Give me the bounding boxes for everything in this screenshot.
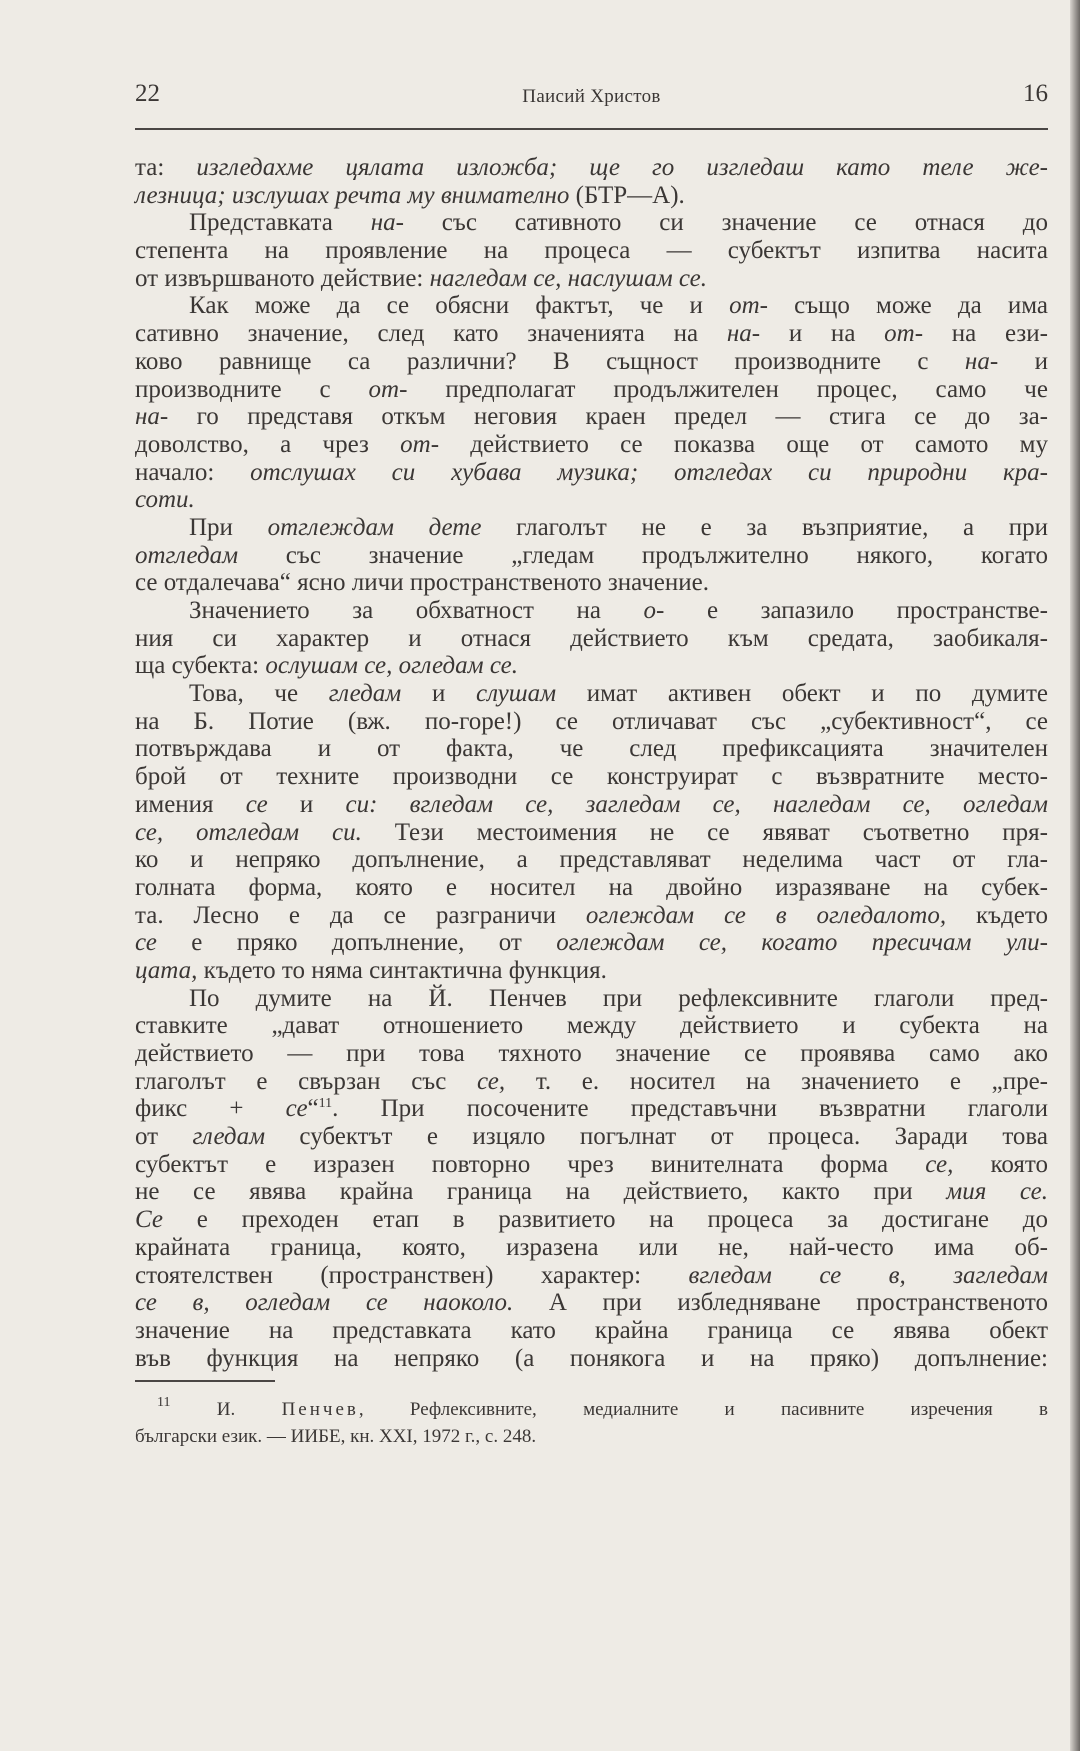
footnote-author-initial: И.: [216, 1399, 236, 1420]
text-run: начало:: [135, 458, 251, 486]
text-line: [135, 237, 1048, 265]
italic-example: слушам: [476, 680, 557, 708]
text-run: т. е. носител на значението е „пре-: [505, 1067, 1048, 1095]
footnote-rule: [135, 1380, 275, 1382]
text-run: крайната граница, която, изразена или не, най-често има об-: [135, 1233, 1048, 1261]
italic-example: оглеждам се, когато пресичам ули-: [556, 929, 1048, 957]
text-run: и: [998, 347, 1048, 375]
italic-example: отглеждам дете: [267, 513, 482, 541]
italic-example: от-: [400, 430, 440, 458]
text-line: [135, 542, 1048, 570]
text-run: от: [135, 1123, 193, 1151]
italic-example: се, отгледам си.: [135, 818, 362, 846]
italic-example: се: [135, 929, 157, 957]
text-run: също може да има: [767, 292, 1049, 320]
signature-number: 16: [1023, 80, 1048, 107]
italic-example: се,: [477, 1067, 506, 1095]
text-line: [135, 182, 1048, 210]
italic-example: на-: [726, 320, 761, 348]
italic-example: Се: [135, 1206, 163, 1234]
text-run: степента на проявление на процеса — субектът изпитва насита: [135, 237, 1048, 265]
text-run: действието — при това тяхното значение се проявява само ако: [135, 1040, 1048, 1067]
text-run: предполагат продължителен процес, само че: [407, 375, 1048, 403]
text-run: глаголът не е за възприятие, а при: [481, 513, 1048, 541]
italic-example: се,: [925, 1150, 954, 1178]
italic-example: си: вгледам се, загледам се, нагледам се, огледам: [345, 790, 1048, 818]
text-line: [135, 1206, 1048, 1234]
text-run: която: [953, 1150, 1048, 1178]
text-line: [135, 376, 1048, 404]
text-run: имат активен обект и по думите: [556, 680, 1048, 708]
text-line: [135, 957, 1048, 985]
italic-example: на-: [135, 403, 169, 431]
text-line: [135, 819, 1048, 847]
text-run: имения: [135, 790, 246, 818]
text-run: е пряко допълнение, от: [156, 929, 557, 957]
text-run: действието се показва още от самото му: [439, 430, 1048, 458]
text-run: ща субекта:: [135, 652, 266, 680]
text-run: е преходен етап в развитието на процеса за достигане до: [162, 1206, 1048, 1234]
italic-example: се: [285, 1095, 308, 1123]
text-run: на ези-: [923, 320, 1048, 348]
body-text: [135, 154, 1048, 1372]
footnote-reference: 11: [318, 1096, 333, 1112]
text-run: Значението за обхватност на: [189, 597, 644, 624]
text-run: глаголът е свързан със: [135, 1067, 478, 1095]
italic-example: се: [245, 790, 268, 818]
text-line: [135, 846, 1048, 874]
text-run: фикс +: [135, 1095, 286, 1123]
text-line: [135, 1317, 1048, 1345]
text-run: ко и непряко допълнение, а представляват неделима част от гла-: [135, 846, 1048, 874]
text-line: [135, 1345, 1048, 1373]
italic-example: вгледам се в, загледам: [688, 1261, 1048, 1289]
text-line: [135, 708, 1048, 736]
italic-example: лезница; изслушах речта му внимателно: [135, 181, 570, 209]
text-line: [135, 348, 1048, 376]
text-run: на Б. Потие (вж. по-горе!) се отличават със „субективност“, се: [135, 707, 1048, 735]
text-line: [135, 569, 1048, 597]
text-run: стоятелствен (пространствен) характер:: [135, 1261, 689, 1289]
italic-example: оглеждам се в огледалото,: [585, 901, 947, 929]
italic-example: соти.: [135, 486, 195, 514]
text-run: във функция на непряко (а понякога и на пряко) допълнение:: [135, 1344, 1048, 1372]
text-run: “: [307, 1095, 319, 1123]
italic-example: отгледам: [135, 541, 239, 569]
running-title: Паисий Христов: [522, 86, 661, 107]
text-line: [135, 1012, 1048, 1040]
italic-example: цата,: [135, 956, 198, 984]
italic-example: от-: [368, 375, 408, 403]
text-line: [135, 514, 1048, 542]
text-run: производните с: [135, 375, 369, 403]
text-line: [135, 1289, 1048, 1317]
text-line: [135, 929, 1048, 957]
text-line: [135, 1040, 1048, 1068]
text-run: А при избледняване пространственото: [513, 1289, 1048, 1317]
text-run: и: [401, 680, 476, 708]
italic-example: на-: [370, 209, 404, 237]
text-run: където то няма синтактична функция.: [197, 956, 607, 984]
text-run: ставките „дават отношението между действието и субекта на: [135, 1012, 1048, 1040]
text-run: брой от техните производни се конструират с възвратните место-: [135, 763, 1048, 791]
text-line: [135, 791, 1048, 819]
text-run: Тези местоимения не се явяват съответно пря-: [361, 818, 1048, 846]
text-run: Как може да се обясни фактът, че и: [189, 292, 730, 320]
footnote: [135, 1396, 1048, 1450]
footnote-line: български език. — ИИБЕ, кн. XXI, 1972 г., с. 248.: [135, 1426, 537, 1447]
italic-example: от-: [729, 292, 768, 320]
footnote-marker: 11: [157, 1395, 171, 1410]
text-run: сативно значение, след като значенията на: [135, 320, 727, 348]
text-line: [135, 1178, 1048, 1206]
text-line: [135, 154, 1048, 182]
italic-example: се в, огледам се наоколо.: [135, 1289, 514, 1317]
text-run: със сативното си значение се отнася до: [403, 209, 1048, 237]
text-run: субектът е изразен повторно чрез винителната форма: [135, 1150, 926, 1178]
text-line: [135, 486, 1048, 514]
italic-example: изгледахме цялата изложба; ще го изгледаш като теле же-: [196, 154, 1048, 181]
text-line: [135, 320, 1048, 348]
text-run: Това, че: [189, 680, 329, 708]
text-run: голната форма, която е носител на двойно изразяване на субек-: [135, 873, 1048, 901]
text-run: та:: [135, 154, 197, 181]
text-line: [135, 292, 1048, 320]
text-line: [135, 597, 1048, 625]
italic-example: гледам: [328, 680, 402, 708]
text-run: По думите на Й. Пенчев при рефлексивните глаголи пред-: [189, 984, 1048, 1012]
text-line: [135, 652, 1048, 680]
header-rule: [135, 128, 1048, 130]
text-run: ния си характер и отнася действието към средата, заобикаля-: [135, 624, 1048, 652]
text-line: [135, 625, 1048, 653]
text-line: [135, 735, 1048, 763]
text-run: потвърждава и от факта, че след префиксацията значителен: [135, 735, 1048, 763]
text-run: със значение „гледам продължително някого, когато: [238, 541, 1048, 569]
text-run: не се явява крайна граница на действието, както при: [135, 1178, 947, 1206]
text-line: [135, 209, 1048, 237]
text-line: [135, 680, 1048, 708]
text-line: [135, 763, 1048, 791]
text-run: и: [267, 790, 346, 818]
text-line: [135, 874, 1048, 902]
italic-example: гледам: [192, 1123, 266, 1151]
text-line: [135, 985, 1048, 1013]
text-line: [135, 265, 1048, 293]
page-number: 22: [135, 80, 160, 107]
italic-example: мия се.: [946, 1178, 1048, 1206]
text-run: се отдалечава“ ясно личи пространственото значение.: [135, 569, 709, 597]
italic-example: нагледам се, наслушам се.: [429, 264, 708, 292]
text-line: [135, 1262, 1048, 1290]
text-run: ково равнище са различни? В същност производните с: [135, 347, 965, 375]
text-run: където: [946, 901, 1048, 929]
text-line: [135, 459, 1048, 487]
text-line: [135, 403, 1048, 431]
text-run: е запазило пространстве-: [664, 597, 1048, 624]
text-line: [135, 1095, 1048, 1123]
text-run: доволство, а чрез: [135, 430, 401, 458]
text-run: . При посочените представъчни възвратни глаголи: [332, 1095, 1048, 1123]
scan-edge-shadow: [1070, 0, 1080, 1751]
italic-example: на-: [964, 347, 999, 375]
text-run: (БТР—А).: [569, 181, 685, 209]
text-line: [135, 1123, 1048, 1151]
text-line: [135, 431, 1048, 459]
footnote-line: [135, 1396, 1048, 1423]
text-run: от извършваното действие:: [135, 264, 430, 292]
text-line: [135, 1151, 1048, 1179]
italic-example: отслушах си хубава музика; отгледах си природни кра-: [250, 458, 1048, 486]
text-run: значение на представката като крайна граница се явява обект: [135, 1316, 1048, 1344]
footnote-title: , Рефлексивните, медиалните и пасивните изречения в: [358, 1399, 1049, 1420]
text-line: [135, 902, 1048, 930]
text-run: субектът е изцяло погълнат от процеса. Заради това: [265, 1123, 1048, 1151]
footnote-author-surname: Пенчев: [281, 1399, 359, 1420]
italic-example: от-: [884, 320, 924, 348]
text-run: Представката: [189, 209, 371, 237]
text-run: При: [189, 513, 268, 541]
italic-example: ослушам се, огледам се.: [265, 652, 518, 680]
text-line: [135, 1234, 1048, 1262]
text-run: го представя откъм неговия краен предел — стига се до за-: [168, 403, 1048, 431]
italic-example: о-: [643, 597, 665, 624]
text-run: и на: [760, 320, 885, 348]
text-line: [135, 1068, 1048, 1096]
text-run: та. Лесно е да се разграничи: [135, 901, 586, 929]
